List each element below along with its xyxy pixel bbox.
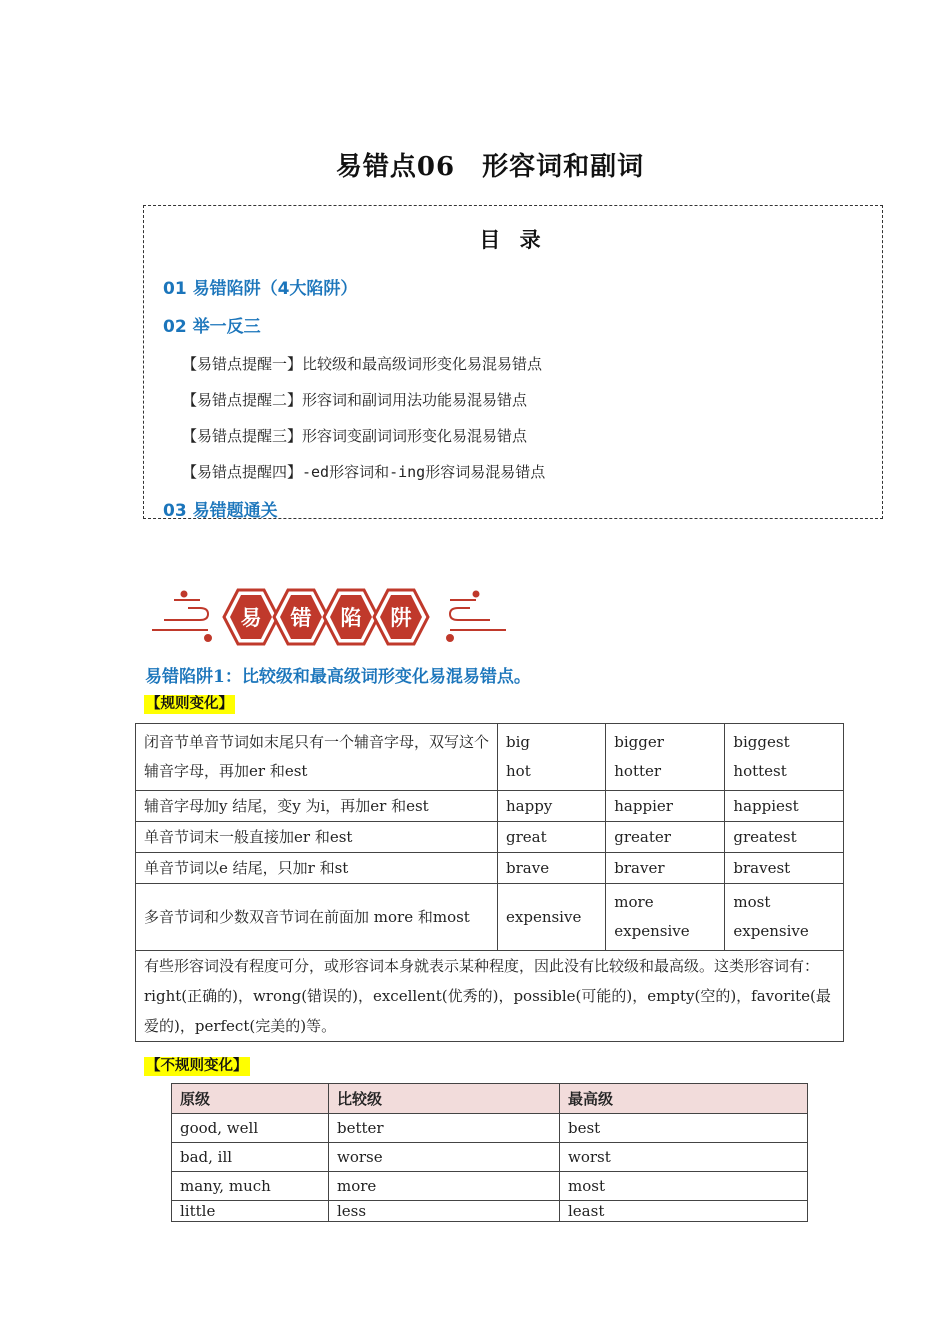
comparative: more expensive	[606, 884, 725, 951]
table-header-row	[172, 1084, 808, 1114]
comparative: more	[329, 1172, 560, 1201]
trap-1-heading: 易错陷阱1：比较级和最高级词形变化易混易错点。	[145, 667, 531, 687]
banner-char-3: 陷	[340, 606, 362, 630]
comparative: hotter	[614, 762, 662, 780]
banner-left-ornament	[152, 592, 211, 642]
comparative: happier	[606, 791, 725, 822]
comparative-cell	[606, 724, 725, 791]
superlative: greatest	[725, 822, 844, 853]
comparative: greater	[606, 822, 725, 853]
col-header-comparative: 比较级	[329, 1084, 560, 1114]
superlative: bravest	[725, 853, 844, 884]
superlative-cell	[725, 724, 844, 791]
table-row	[172, 1201, 808, 1222]
col-header-superlative: 最高级	[560, 1084, 808, 1114]
base-form: expensive	[498, 884, 606, 951]
toc-item-4[interactable]: 【易错点提醒四】-ed形容词和-ing形容词易混易错点	[182, 463, 546, 481]
irregular-change-tag: 【不规则变化】	[146, 1058, 248, 1074]
rule-desc: 多音节词和少数双音节词在前面加 more 和most	[136, 884, 498, 951]
toc-item-2[interactable]: 【易错点提醒二】形容词和副词用法功能易混易错点	[182, 391, 528, 409]
banner-char-4: 阱	[390, 606, 412, 630]
comparative: less	[329, 1201, 560, 1222]
table-row	[136, 791, 844, 822]
base-form-cell	[498, 724, 606, 791]
page-title: 易错点06 形容词和副词	[335, 152, 645, 182]
toc-item-3[interactable]: 【易错点提醒三】形容词变副词词形变化易混易错点	[182, 427, 528, 445]
toc-section-traps[interactable]: 01 易错陷阱（4大陷阱）	[163, 279, 358, 299]
rule-desc: 单音节词末一般直接加er 和est	[136, 822, 498, 853]
table-row	[136, 822, 844, 853]
rule-desc: 闭音节单音节词如末尾只有一个辅音字母，双写这个辅音字母，再加er 和est	[136, 724, 498, 791]
table-row	[172, 1143, 808, 1172]
rule-desc: 单音节词以e 结尾，只加r 和st	[136, 853, 498, 884]
superlative: happiest	[725, 791, 844, 822]
base-form: hot	[506, 762, 531, 780]
superlative: hottest	[733, 762, 787, 780]
base-form: little	[172, 1201, 329, 1222]
irregular-change-table	[171, 1083, 808, 1222]
superlative: least	[560, 1201, 808, 1222]
comparative: worse	[329, 1143, 560, 1172]
base-form: bad, ill	[172, 1143, 329, 1172]
rule-desc: 辅音字母加y 结尾，变y 为i，再加er 和est	[136, 791, 498, 822]
superlative: biggest	[733, 733, 790, 751]
comparative: better	[329, 1114, 560, 1143]
table-row	[136, 951, 844, 1042]
base-form: great	[498, 822, 606, 853]
table-of-contents	[143, 205, 883, 519]
trap-banner	[150, 586, 510, 648]
no-degree-note: 有些形容词没有程度可分，或形容词本身就表示某种程度，因此没有比较级和最高级。这类形容词有：right(正确的)，wrong(错误的)，excellent(优秀的)，possible(可能的)，empty(空的)，favorite(最爱的)，perfect(完美的)等。	[136, 951, 844, 1042]
table-row	[136, 884, 844, 951]
banner-char-1: 易	[240, 606, 262, 630]
table-row	[136, 724, 844, 791]
regular-change-table	[135, 723, 844, 1042]
comparative: braver	[606, 853, 725, 884]
comparative: bigger	[614, 733, 664, 751]
table-row	[136, 853, 844, 884]
toc-heading: 目 录	[479, 228, 547, 252]
base-form: good, well	[172, 1114, 329, 1143]
table-row	[172, 1114, 808, 1143]
regular-change-tag: 【规则变化】	[146, 696, 233, 712]
base-form: happy	[498, 791, 606, 822]
banner-char-2: 错	[290, 606, 312, 630]
toc-item-1[interactable]: 【易错点提醒一】比较级和最高级词形变化易混易错点	[182, 355, 543, 373]
base-form: big	[506, 733, 531, 751]
superlative: worst	[560, 1143, 808, 1172]
table-row	[172, 1172, 808, 1201]
superlative: most	[560, 1172, 808, 1201]
base-form: brave	[498, 853, 606, 884]
toc-section-exercises[interactable]: 03 易错题通关	[163, 501, 278, 521]
superlative: best	[560, 1114, 808, 1143]
banner-right-ornament	[447, 592, 506, 642]
col-header-base: 原级	[172, 1084, 329, 1114]
base-form: many, much	[172, 1172, 329, 1201]
toc-section-examples[interactable]: 02 举一反三	[163, 317, 261, 337]
superlative: most expensive	[725, 884, 844, 951]
